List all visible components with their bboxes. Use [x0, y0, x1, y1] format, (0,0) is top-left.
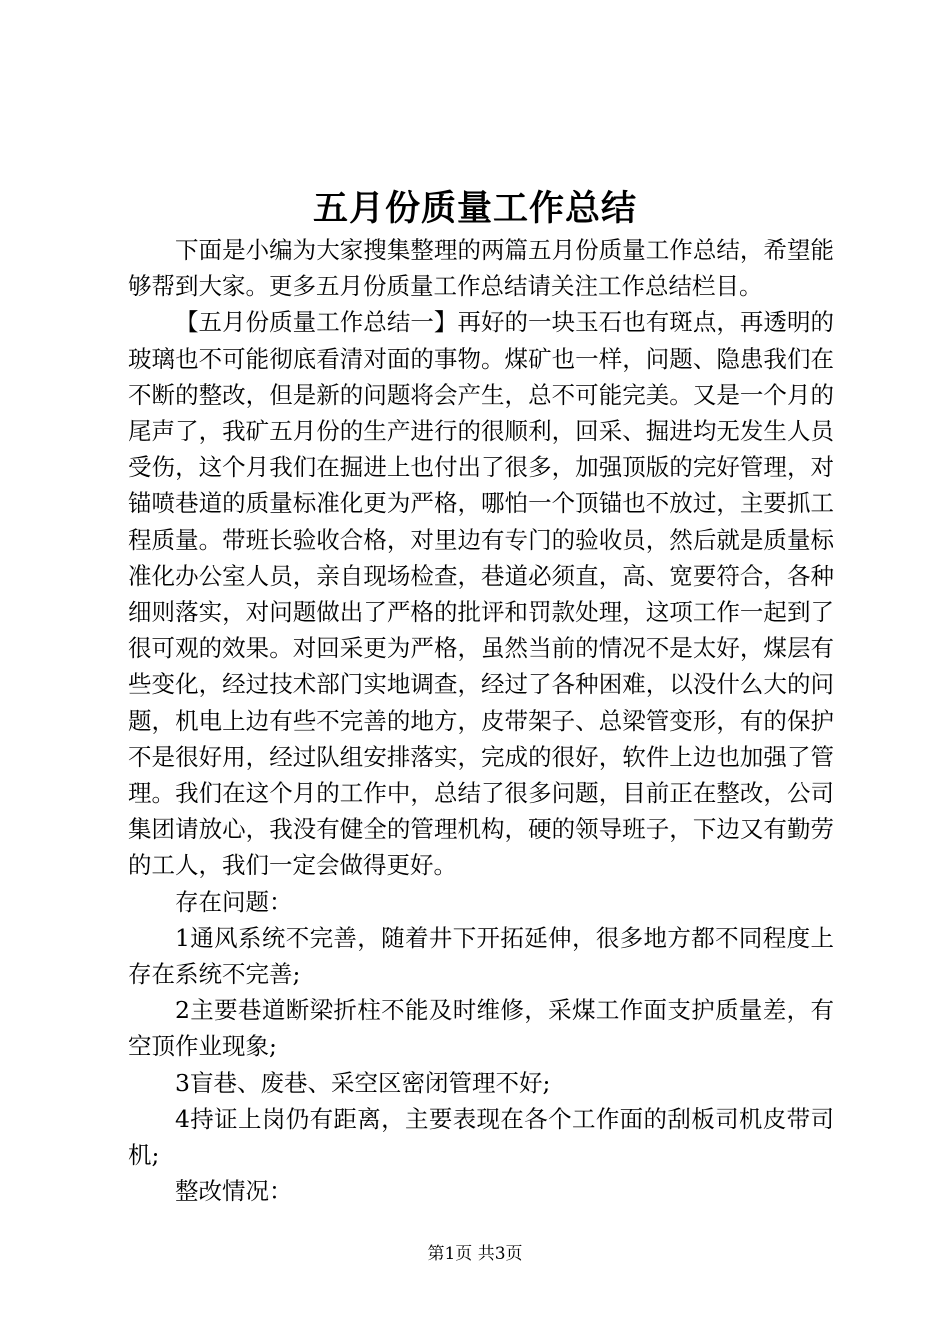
paragraph-issue-4: 4持证上岗仍有距离，主要表现在各个工作面的刮板司机皮带司机;	[128, 1104, 834, 1170]
document-body	[128, 232, 834, 1209]
paragraph-rectification-heading: 整改情况：	[175, 1177, 293, 1206]
document-title: 五月份质量工作总结	[312, 188, 637, 229]
paragraph-summary-one: 【五月份质量工作总结一】再好的一块玉石也有斑点，再透明的玻璃也不可能彻底看清对面的事物。煤矿也一样，问题、隐患我们在不断的整改，但是新的问题将会产生，总不可能完美。又是一个月的尾声了，我矿五月份的生产进行的很顺利，回采、掘进均无发生人员受伤，这个月我们在掘进上也付出了很多，加强顶版的完好管理，对锚喷巷道的质量标准化更为严格，哪怕一个顶锚也不放过，主要抓工程质量。带班长验收合格，对里边有专门的验收员，然后就是质量标准化办公室人员，亲自现场检查，巷道必须直，高、宽要符合，各种细则落实，对问题做出了严格的批评和罚款处理，这项工作一起到了很可观的效果。对回采更为严格，虽然当前的情况不是太好，煤层有些变化，经过技术部门实地调查，经过了各种困难，以没什么大的问题，机电上边有些不完善的地方，皮带架子、总梁管变形，有的保护不是很好用，经过队组安排落实，完成的很好，软件上边也加强了管理。我们在这个月的工作中，总结了很多问题，目前正在整改，公司集团请放心，我没有健全的管理机构，硬的领导班子，下边又有勤劳的工人，我们一定会做得更好。	[128, 308, 834, 880]
page-footer: 第1页 共3页	[427, 1244, 523, 1264]
paragraph-issue-2: 2主要巷道断梁折柱不能及时维修，采煤工作面支护质量差，有空顶作业现象;	[128, 996, 834, 1061]
paragraph-issue-3: 3盲巷、废巷、采空区密闭管理不好;	[175, 1068, 551, 1097]
paragraph-issue-1: 1通风系统不完善，随着井下开拓延伸，很多地方都不同程度上存在系统不完善;	[128, 923, 834, 989]
paragraph-issues-heading: 存在问题：	[175, 887, 293, 916]
paragraph-intro: 下面是小编为大家搜集整理的两篇五月份质量工作总结，希望能够帮到大家。更多五月份质量工作总结请关注工作总结栏目。	[128, 236, 834, 301]
